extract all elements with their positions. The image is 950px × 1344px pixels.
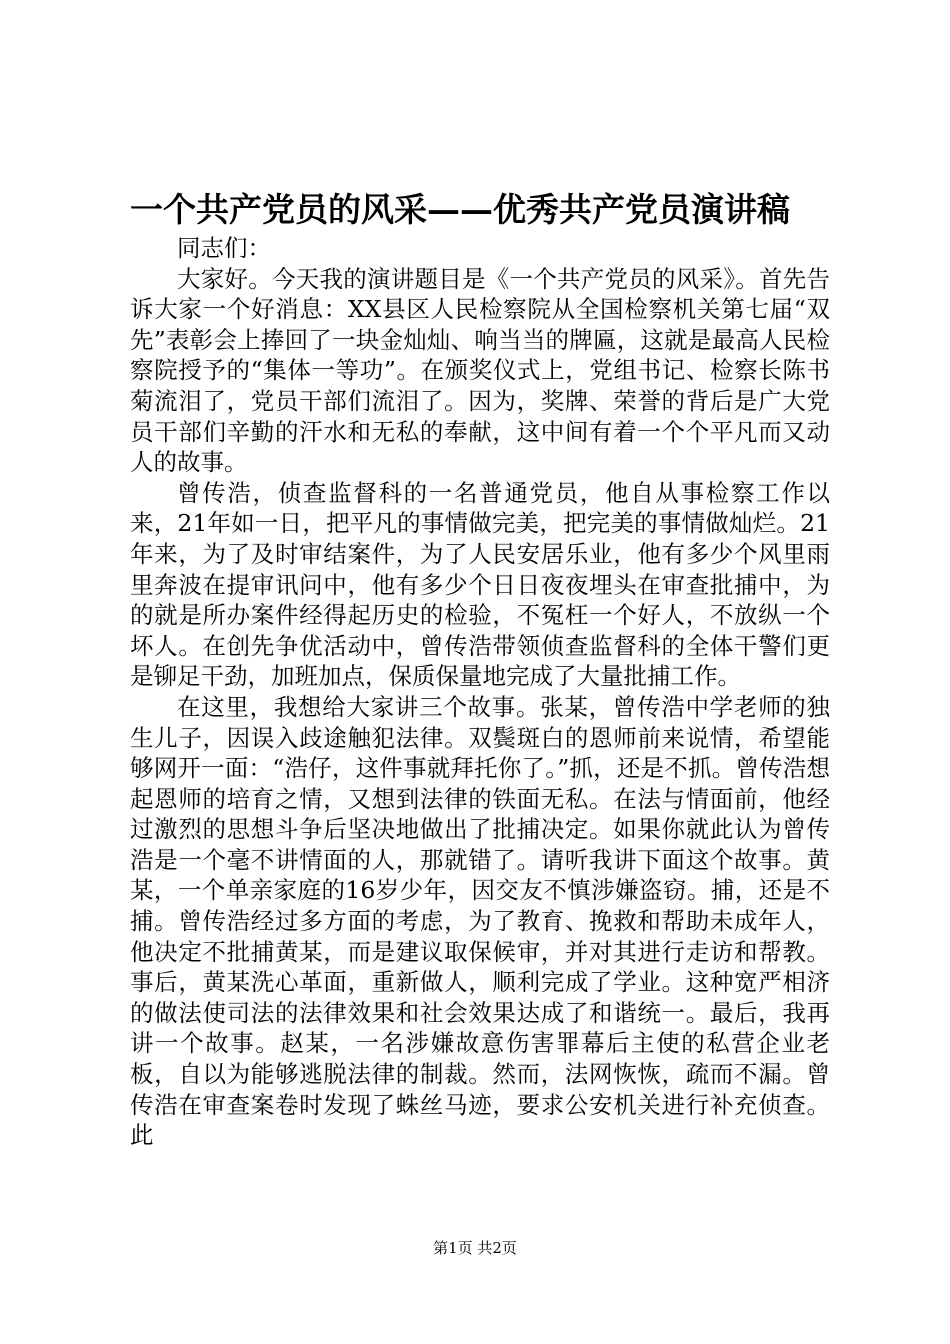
paragraph-intro: 大家好。今天我的演讲题目是《一个共产党员的风采》。首先告诉大家一个好消息：XX县区人民检察院从全国检察机关第七届“双先”表彰会上捧回了一块金灿灿、响当当的牌匾，这就是最高人民检察院授予的“集体一等功”。在颁奖仪式上，党组书记、检察长陈书菊流泪了，党员干部们流泪了。因为，奖牌、荣誉的背后是广大党员干部们辛勤的汗水和无私的奉献，这中间有着一个个平凡而又动人的故事。 <box>130 264 830 477</box>
salutation: 同志们： <box>177 234 271 262</box>
paragraph-stories: 在这里，我想给大家讲三个故事。张某，曾传浩中学老师的独生儿子，因误入歧途触犯法律。双鬓斑白的恩师前来说情，希望能够网开一面：“浩仔，这件事就拜托你了。”抓，还是不抓。曾传浩想起恩师的培育之情，又想到法律的铁面无私。在法与情面前，他经过激烈的思想斗争后坚决地做出了批捕决定。如果你就此认为曾传浩是一个毫不讲情面的人，那就错了。请听我讲下面这个故事。黄某，一个单亲家庭的16岁少年，因交友不慎涉嫌盗窃。捕，还是不捕。曾传浩经过多方面的考虑，为了教育、挽救和帮助未成年人，他决定不批捕黄某，而是建议取保候审，并对其进行走访和帮教。事后，黄某洗心革面，重新做人，顺利完成了学业。这种宽严相济的做法使司法的法律效果和社会效果达成了和谐统一。最后，我再讲一个故事。赵某，一名涉嫌故意伤害罪幕后主使的私营企业老板，自以为能够逃脱法律的制裁。然而，法网恢恢，疏而不漏。曾传浩在审查案卷时发现了蛛丝马迹，要求公安机关进行补充侦查。此 <box>130 692 830 1150</box>
page-footer: 第1页 共2页 <box>433 1239 517 1257</box>
paragraph-profile: 曾传浩，侦查监督科的一名普通党员，他自从事检察工作以来，21年如一日，把平凡的事情做完美，把完美的事情做灿烂。21年来，为了及时审结案件，为了人民安居乐业，他有多少个风里雨里奔波在提审讯问中，他有多少个日日夜夜埋头在审查批捕中，为的就是所办案件经得起历史的检验，不冤枉一个好人，不放纵一个坏人。在创先争优活动中，曾传浩带领侦查监督科的全体干警们更是铆足干劲，加班加点，保质保量地完成了大量批捕工作。 <box>130 478 830 691</box>
document-body <box>130 233 830 1151</box>
document-title: 一个共产党员的风采——优秀共产党员演讲稿 <box>130 190 790 229</box>
